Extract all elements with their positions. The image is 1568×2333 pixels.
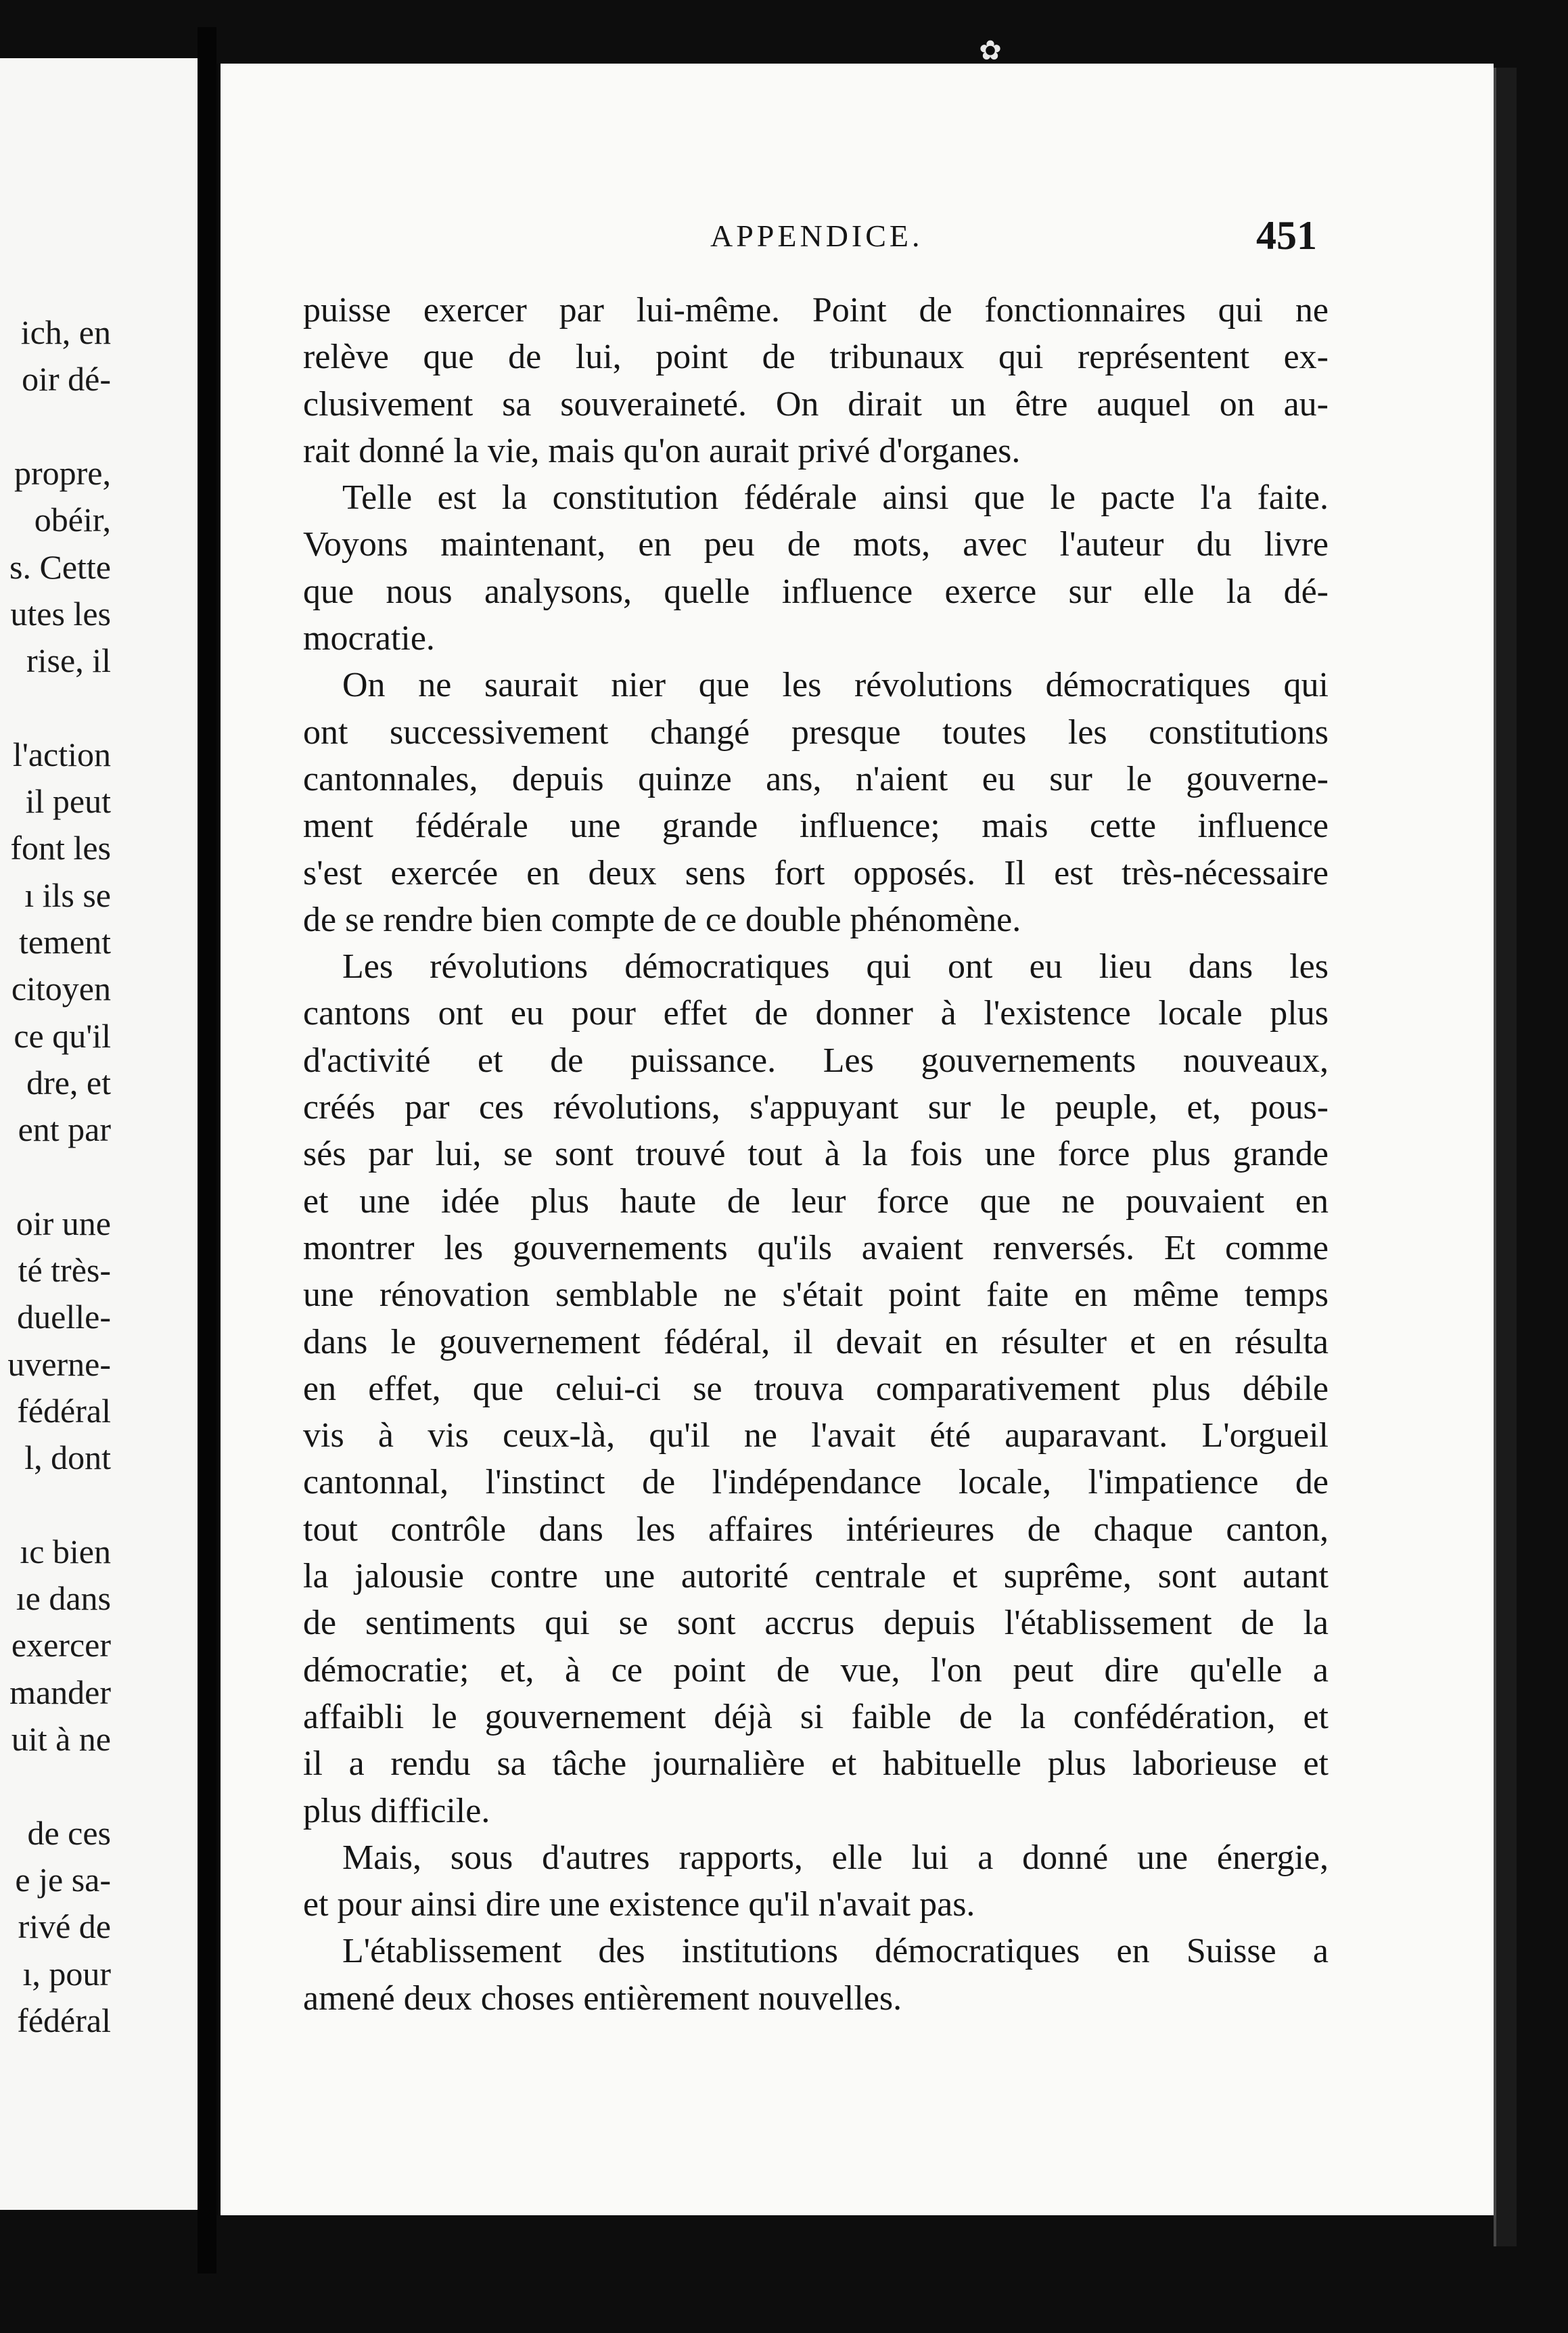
facing-line-fragment: mander [9,1673,111,1711]
text-line: Voyons maintenant, en peu de mots, avec l'auteur du livre [303,525,1329,564]
facing-line-fragment: dre, et [26,1063,111,1102]
text-line: démocratie; et, à ce point de vue, l'on peut dire qu'elle a [303,1650,1329,1690]
text-line: On ne saurait nier que les révolutions démocratiques qui [342,666,1329,705]
text-line: vis à vis ceux-là, qu'il ne l'avait été auparavant. L'orgueil [303,1416,1329,1455]
facing-line-fragment: e je sa- [15,1860,111,1899]
facing-line-fragment: s. Cette [9,547,111,586]
facing-line-fragment: exercer [11,1626,111,1664]
facing-line-fragment: tement [18,922,111,961]
text-line: amené deux choses entièrement nouvelles. [303,1978,902,2018]
facing-line-fragment: ı ils se [24,876,111,914]
text-line: relève que de lui, point de tribunaux qui représentent ex- [303,338,1329,377]
text-line: une rénovation semblable ne s'était point faite en même temps [303,1275,1329,1315]
text-line: Telle est la constitution fédérale ainsi que le pacte l'a faite. [342,478,1329,518]
text-line: cantons ont eu pour effet de donner à l'existence locale plus [303,994,1329,1033]
facing-line-fragment: fédéral [17,2001,111,2039]
text-line: montrer les gouvernements qu'ils avaient renversés. Et comme [303,1228,1329,1267]
facing-line-fragment: ent par [18,1110,111,1149]
text-line: et pour ainsi dire une existence qu'il n'avait pas. [303,1885,975,1924]
text-line: ont successivement changé presque toutes les constitutions [303,712,1329,752]
facing-line-fragment: ich, en [20,313,111,351]
facing-line-fragment: fédéral [17,1391,111,1430]
text-line: clusivement sa souveraineté. On dirait un être auquel on au- [303,384,1329,424]
facing-line-fragment: citoyen [11,970,111,1008]
facing-line-fragment: rivé de [18,1907,111,1946]
facing-line-fragment: ı, pour [22,1954,111,1993]
text-line: et une idée plus haute de leur force que ne pouvaient en [303,1181,1329,1221]
facing-line-fragment: il peut [25,782,111,820]
facing-line-fragment: oir dé- [22,360,111,399]
clip-ornament-icon: ✿ [979,35,1002,66]
text-line: créés par ces révolutions, s'appuyant sur le peuple, et, pous- [303,1088,1329,1127]
text-line: s'est exercée en deux sens fort opposés. Il est très-nécessaire [303,853,1329,892]
text-line: mocratie. [303,619,435,658]
page-edge-right [1494,68,1517,2246]
text-line: cantonnales, depuis quinze ans, n'aient eu sur le gouverne- [303,759,1329,798]
facing-line-fragment: propre, [14,453,111,492]
text-line: tout contrôle dans les affaires intérieures de chaque canton, [303,1510,1329,1549]
text-line: Mais, sous d'autres rapports, elle lui a donné une énergie, [342,1838,1329,1877]
text-line: de sentiments qui se sont accrus depuis l'établissement de la [303,1604,1329,1643]
text-line: cantonnal, l'instinct de l'indépendance locale, l'impatience de [303,1463,1329,1502]
facing-line-fragment: font les [10,829,111,867]
facing-line-fragment: de ces [27,1813,111,1852]
facing-page-left [0,58,198,2210]
text-line: sés par lui, se sont trouvé tout à la fois une force plus grande [303,1135,1329,1174]
running-head: APPENDICE. [710,219,923,253]
facing-line-fragment: obéir, [34,501,111,539]
facing-line-fragment: duelle- [17,1298,111,1336]
facing-line-fragment: l'action [12,735,111,773]
text-line: la jalousie contre une autorité centrale et suprême, sont autant [303,1557,1329,1596]
text-line: L'établissement des institutions démocratiques en Suisse a [342,1932,1329,1971]
facing-line-fragment: ce qu'il [14,1016,111,1055]
text-line: que nous analysons, quelle influence exerce sur elle la dé- [303,572,1329,611]
text-line: plus difficile. [303,1791,490,1830]
text-line: de se rendre bien compte de ce double phénomène. [303,900,1021,939]
text-line: en effet, que celui-ci se trouva comparativement plus débile [303,1369,1329,1408]
page-number: 451 [1256,213,1317,258]
text-line: puisse exercer par lui-même. Point de fonctionnaires qui ne [303,291,1329,330]
facing-line-fragment: uit à ne [11,1720,111,1758]
facing-line-fragment: oir une [16,1204,111,1242]
facing-line-fragment: ıc bien [20,1532,111,1570]
book-gutter [198,27,216,2273]
facing-line-fragment: rise, il [26,641,111,680]
facing-line-fragment: té très- [18,1251,111,1289]
body-text [303,287,1329,2022]
facing-line-fragment: ıe dans [16,1579,111,1618]
text-line: d'activité et de puissance. Les gouvernements nouveaux, [303,1041,1329,1080]
facing-line-fragment: utes les [10,594,111,633]
text-line: il a rendu sa tâche journalière et habituelle plus laborieuse et [303,1744,1329,1784]
text-line: Les révolutions démocratiques qui ont eu lieu dans les [342,947,1329,987]
facing-line-fragment: uverne- [7,1344,111,1383]
text-line: rait donné la vie, mais qu'on aurait privé d'organes. [303,431,1021,470]
text-line: ment fédérale une grande influence; mais cette influence [303,807,1329,846]
text-line: dans le gouvernement fédéral, il devait en résulter et en résulta [303,1322,1329,1361]
text-line: affaibli le gouvernement déjà si faible de la confédération, et [303,1697,1329,1736]
facing-line-fragment: l, dont [24,1439,111,1477]
